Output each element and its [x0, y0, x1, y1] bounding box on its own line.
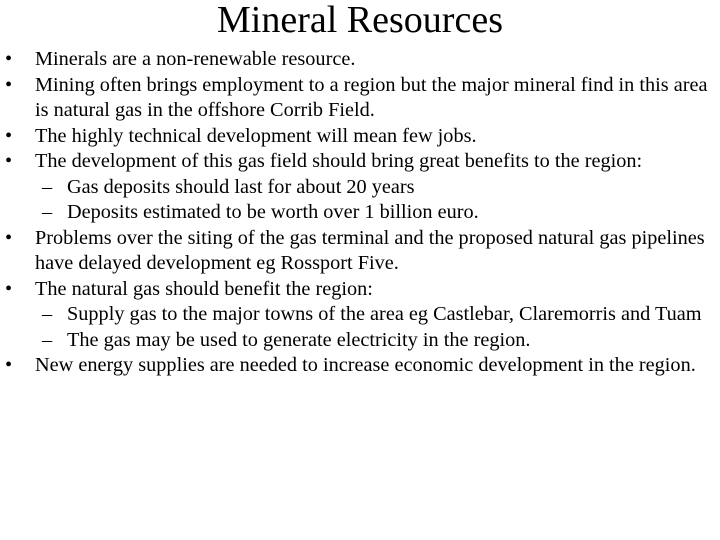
sub-item	[35, 302, 715, 328]
bullet-marker: •	[5, 354, 13, 376]
bullet-item	[0, 47, 715, 73]
bullet-text: Problems over the siting of the gas terminal and the proposed natural gas pipelines have delayed development eg Rossport Five.	[35, 226, 705, 274]
bullet-item	[0, 73, 715, 124]
bullet-marker: •	[5, 226, 13, 249]
bullet-text: Minerals are a non-renewable resource.	[35, 48, 356, 70]
sub-marker: –	[42, 175, 53, 198]
bullet-item	[0, 226, 715, 277]
bullet-item	[0, 277, 715, 354]
sub-marker: –	[42, 328, 53, 351]
bullet-item	[0, 149, 715, 226]
bullet-marker: •	[5, 48, 13, 70]
sub-item	[35, 328, 715, 354]
bullet-marker: •	[5, 73, 13, 96]
sub-item	[35, 175, 715, 201]
bullet-item	[0, 353, 715, 379]
bullet-text: The highly technical development will mean few jobs.	[35, 124, 477, 147]
sub-marker: –	[42, 303, 53, 325]
bullet-marker: •	[5, 124, 13, 147]
slide-title: Mineral Resources	[217, 0, 503, 41]
bullet-marker: •	[5, 277, 13, 300]
bullet-list	[0, 47, 715, 379]
bullet-text: The development of this gas field should bring great benefits to the region:	[35, 150, 643, 172]
sub-list	[35, 175, 715, 226]
bullet-text: Mining often brings employment to a region but the major mineral find in this area is natural gas in the offshore Corrib Field.	[35, 73, 708, 121]
sub-text: The gas may be used to generate electricity in the region.	[67, 328, 531, 351]
bullet-text: New energy supplies are needed to increase economic development in the region.	[35, 354, 696, 376]
sub-marker: –	[42, 201, 53, 223]
sub-text: Deposits estimated to be worth over 1 billion euro.	[67, 201, 479, 223]
bullet-item	[0, 124, 715, 150]
bullet-text: The natural gas should benefit the region:	[35, 277, 373, 300]
sub-text: Supply gas to the major towns of the area eg Castlebar, Claremorris and Tuam	[67, 303, 702, 325]
sub-list	[35, 302, 715, 353]
sub-item	[35, 200, 715, 226]
sub-text: Gas deposits should last for about 20 years	[67, 175, 415, 198]
bullet-marker: •	[5, 150, 13, 172]
